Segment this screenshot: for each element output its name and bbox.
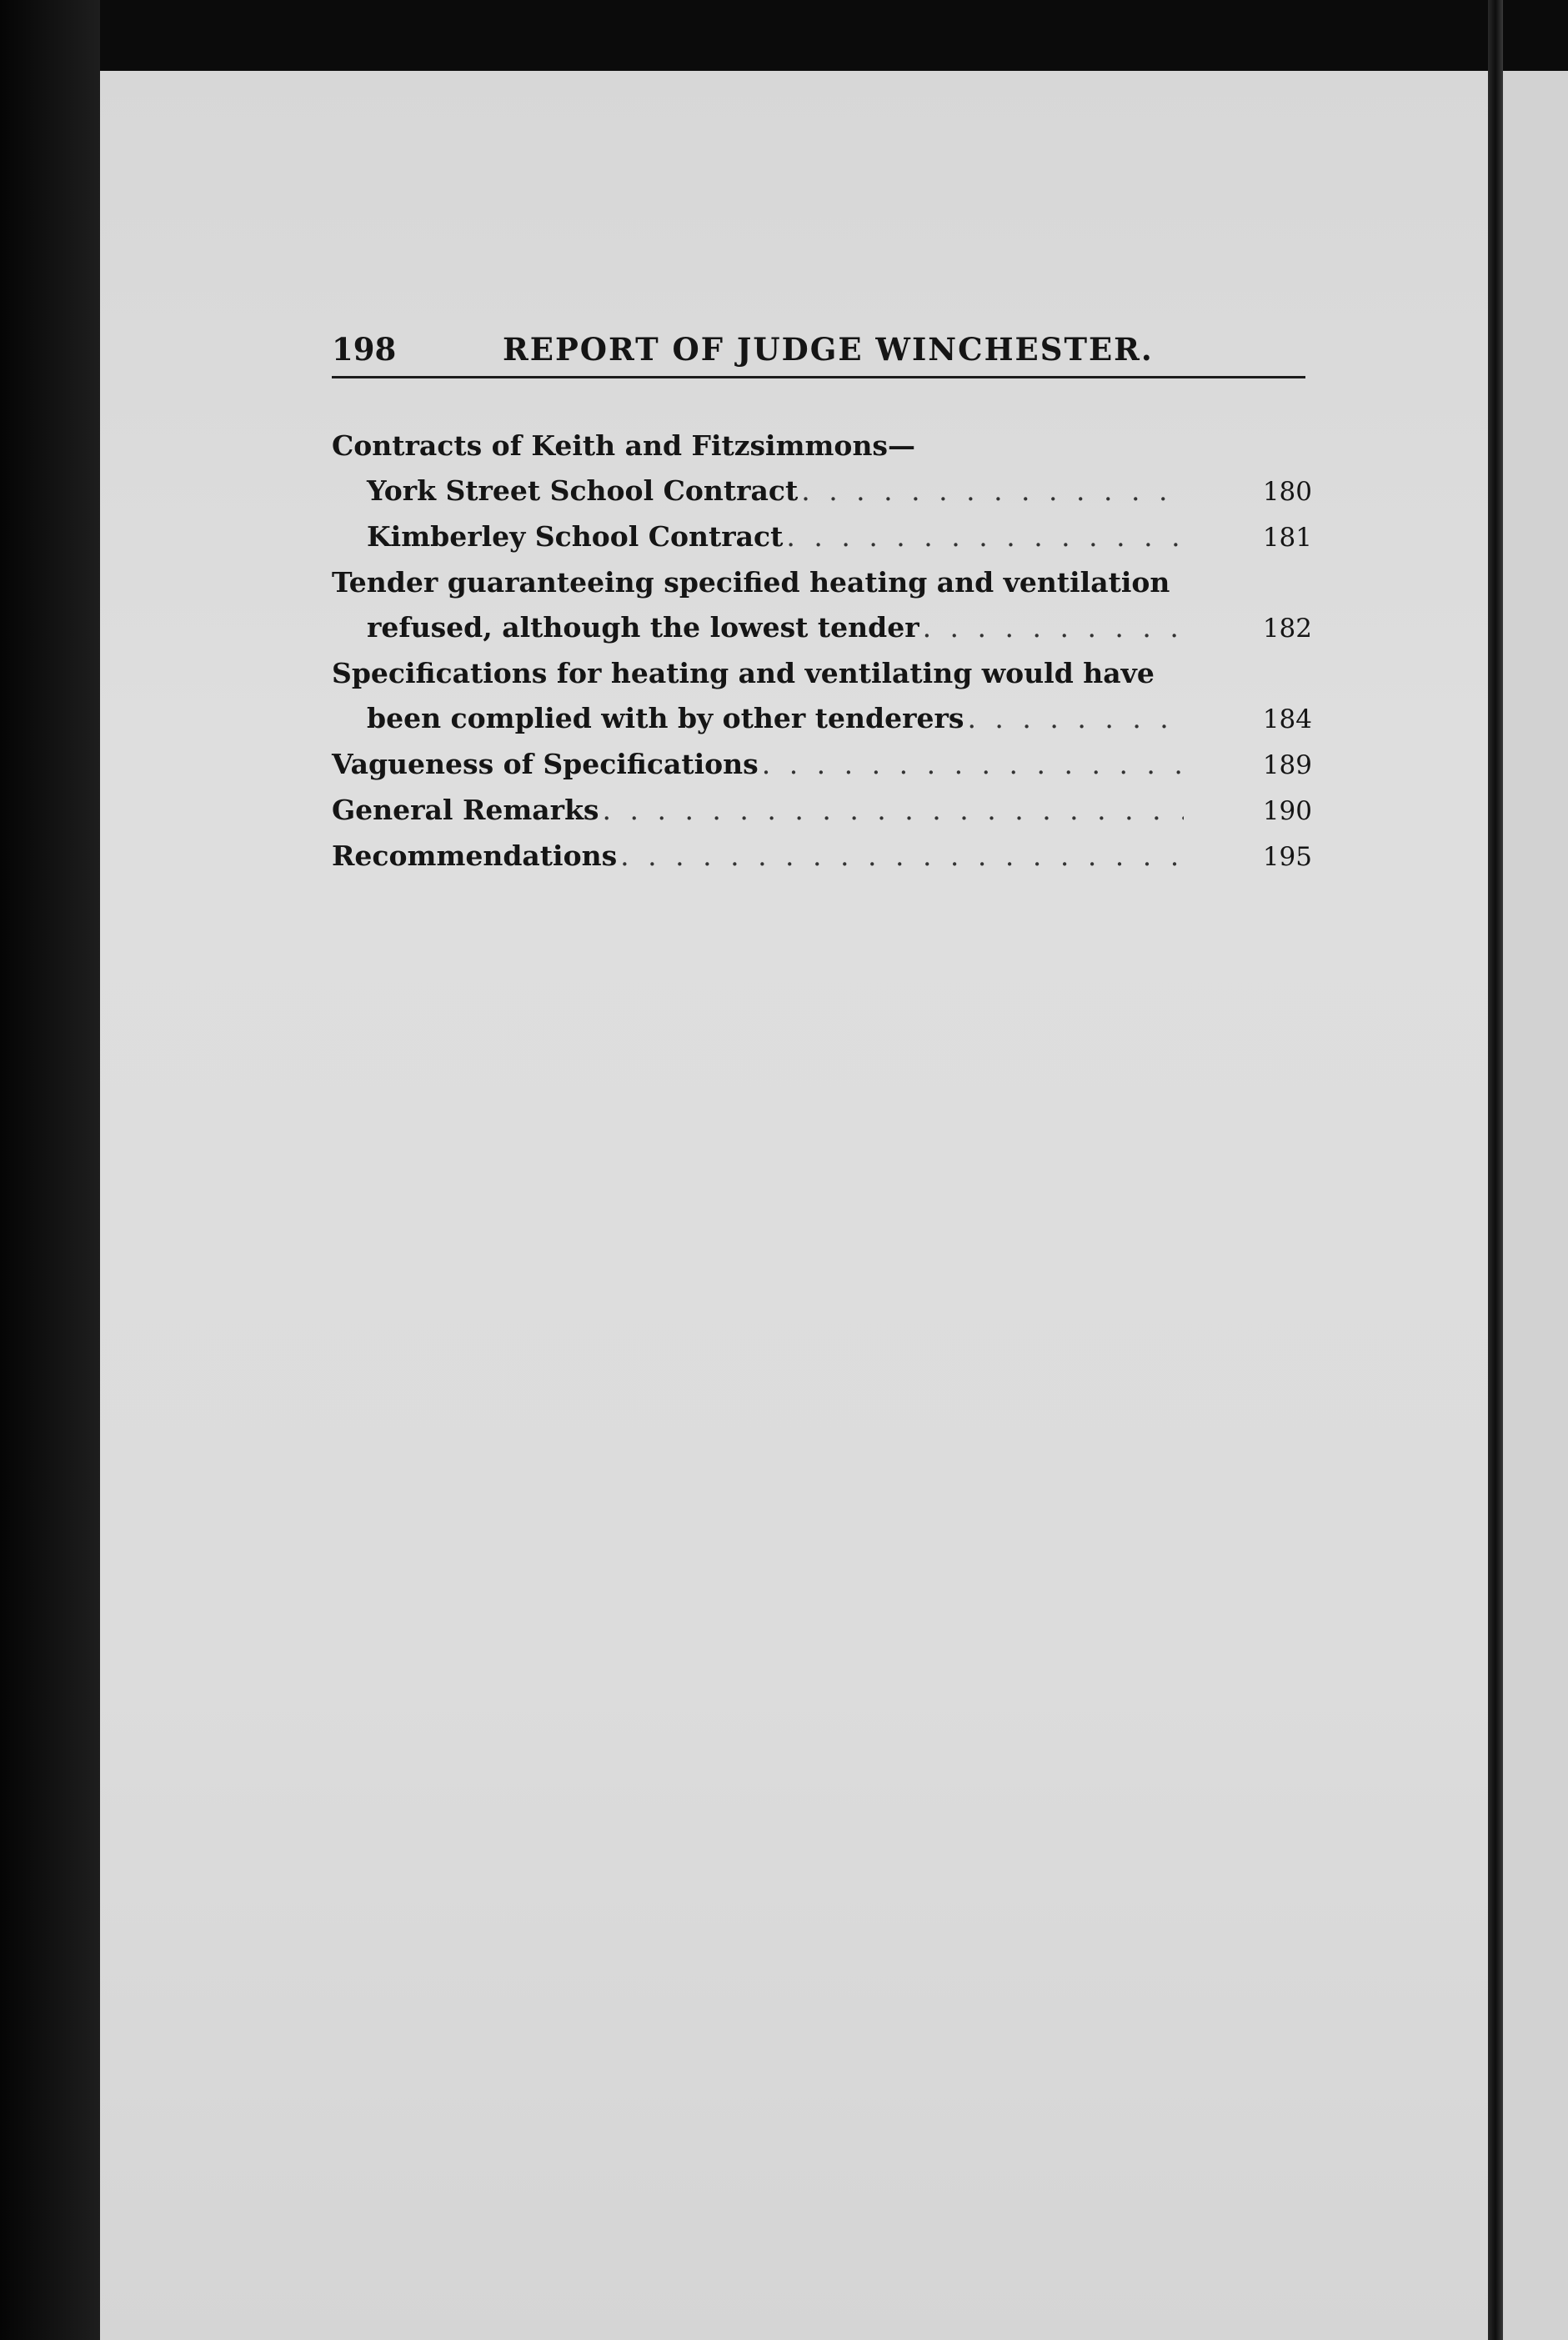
page-content [332, 329, 1315, 879]
toc-entry-title: Specifications for heating and ventilating would have [332, 657, 1155, 689]
dot-leader [801, 469, 1184, 514]
page-number: 198 [332, 331, 397, 368]
toc-entry-title: York Street School Contract [367, 474, 799, 507]
toc-entry [332, 560, 1315, 605]
table-of-contents [332, 423, 1315, 879]
dot-leader [603, 788, 1184, 833]
toc-page-number: 182 [1262, 614, 1312, 644]
toc-entry-title: Tender guaranteeing specified heating and ventilation [332, 566, 1170, 599]
toc-entry [332, 788, 1315, 834]
toc-entry [332, 605, 1315, 651]
toc-entry [332, 469, 1315, 514]
toc-entry-title: Kimberley School Contract [367, 520, 784, 553]
dot-leader [786, 514, 1184, 559]
dot-leader [762, 742, 1184, 787]
toc-entry-title: General Remarks [332, 794, 599, 826]
dot-leader [923, 605, 1184, 650]
running-title: REPORT OF JUDGE WINCHESTER. [503, 331, 1154, 368]
dot-leader [967, 696, 1184, 741]
toc-entry [332, 514, 1315, 560]
toc-entry [332, 834, 1315, 879]
toc-entry-title: been complied with by other tenderers [367, 702, 964, 734]
toc-page-number: 184 [1262, 704, 1312, 734]
toc-entry [332, 696, 1315, 742]
adjacent-page-edge [1503, 71, 1568, 2340]
dot-leader [620, 834, 1184, 879]
toc-page-number: 181 [1262, 523, 1312, 553]
toc-entry-title: Vagueness of Specifications [332, 748, 759, 780]
toc-page-number: 190 [1262, 796, 1312, 826]
toc-page-number: 189 [1262, 750, 1312, 780]
toc-entry-title: Recommendations [332, 839, 618, 872]
toc-page-number: 195 [1262, 842, 1312, 872]
page-header [332, 329, 1305, 378]
toc-entry-title: Contracts of Keith and Fitzsimmons— [332, 429, 916, 462]
toc-entry [332, 742, 1315, 788]
book-gutter [1488, 0, 1503, 2340]
scan-left-border [0, 0, 100, 2340]
toc-page-number: 180 [1262, 477, 1312, 507]
toc-entry [332, 423, 1315, 469]
toc-entry [332, 651, 1315, 696]
toc-entry-title: refused, although the lowest tender [367, 611, 919, 644]
